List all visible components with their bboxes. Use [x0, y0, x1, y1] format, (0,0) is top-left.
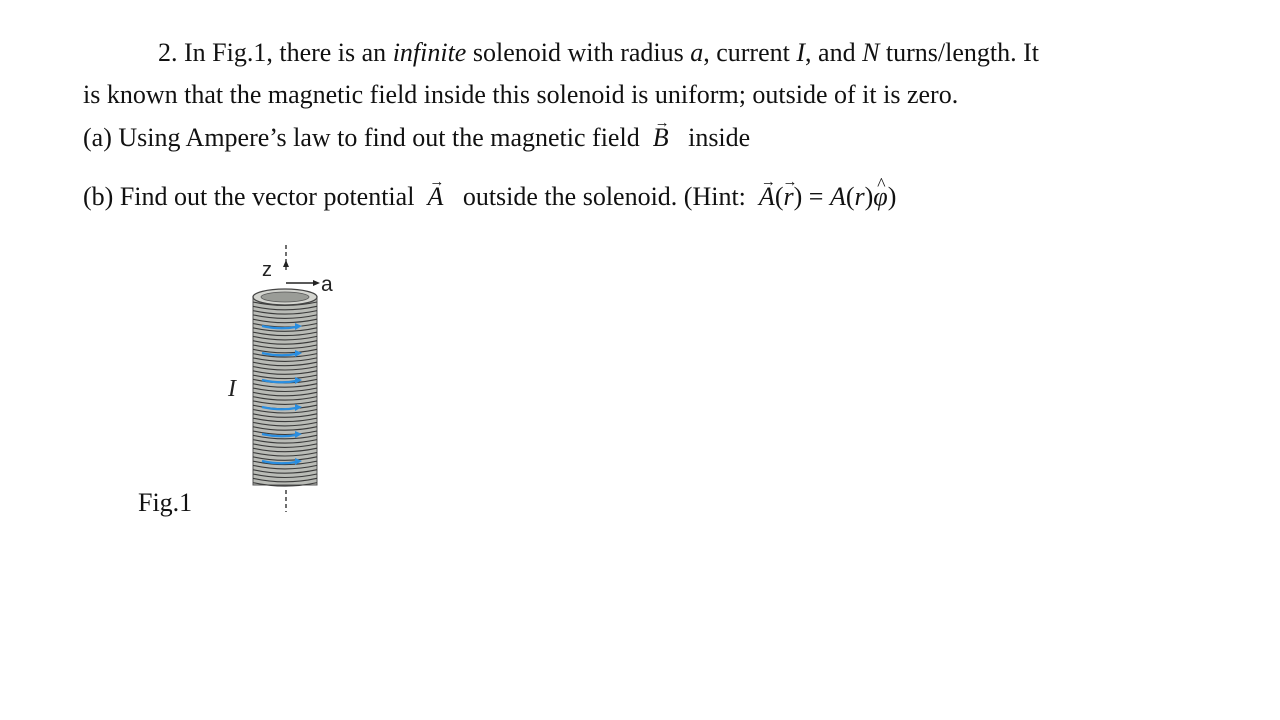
problem-line-2: is known that the magnetic field inside this solenoid is uniform; outside of it is zero.: [83, 80, 959, 109]
problem-line-1: [158, 38, 1039, 68]
text-segment: , current: [703, 38, 797, 67]
text-segment: ): [887, 182, 897, 211]
vector-A: → A: [427, 182, 443, 212]
z-axis-label: z: [262, 259, 272, 281]
text-segment: inside: [688, 123, 751, 152]
vector-B: → B: [653, 123, 669, 153]
text-segment: , and: [805, 38, 863, 67]
part-a: [83, 123, 750, 153]
radius-arrowhead: [313, 280, 320, 286]
text-segment: 2. In Fig.1, there is an: [158, 38, 393, 67]
text-segment: solenoid with radius: [466, 38, 691, 67]
text-segment: (b) Find out the vector potential: [83, 182, 421, 211]
symbol-a: a: [690, 38, 704, 67]
symbol-I: I: [796, 38, 806, 67]
solenoid-figure: [210, 240, 360, 520]
z-axis-arrowhead: [283, 260, 289, 267]
text-segment: (a) Using Ampere’s law to find out the magnetic field: [83, 123, 647, 152]
text-segment: ) =: [793, 182, 830, 211]
symbol-N: N: [862, 38, 880, 67]
emphasis-infinite: infinite: [392, 38, 467, 67]
symbol-r: r: [854, 182, 865, 211]
vector-r: → r: [783, 182, 793, 212]
part-b: (b) Find out the vector potential → A outside the solenoid. (Hint: → A(→ r) = A(r)^ φ): [83, 182, 896, 212]
unit-vector-phi: ^ φ: [873, 182, 887, 212]
figure-caption: Fig.1: [138, 488, 193, 517]
radius-label: a: [321, 273, 333, 296]
text-segment: turns/length. It: [879, 38, 1040, 67]
solenoid-inner: [261, 292, 309, 302]
text-segment: outside the solenoid. (Hint:: [462, 182, 753, 211]
current-label: I: [228, 376, 236, 402]
vector-A-hint: → A: [759, 182, 775, 212]
symbol-A: A: [829, 182, 846, 211]
